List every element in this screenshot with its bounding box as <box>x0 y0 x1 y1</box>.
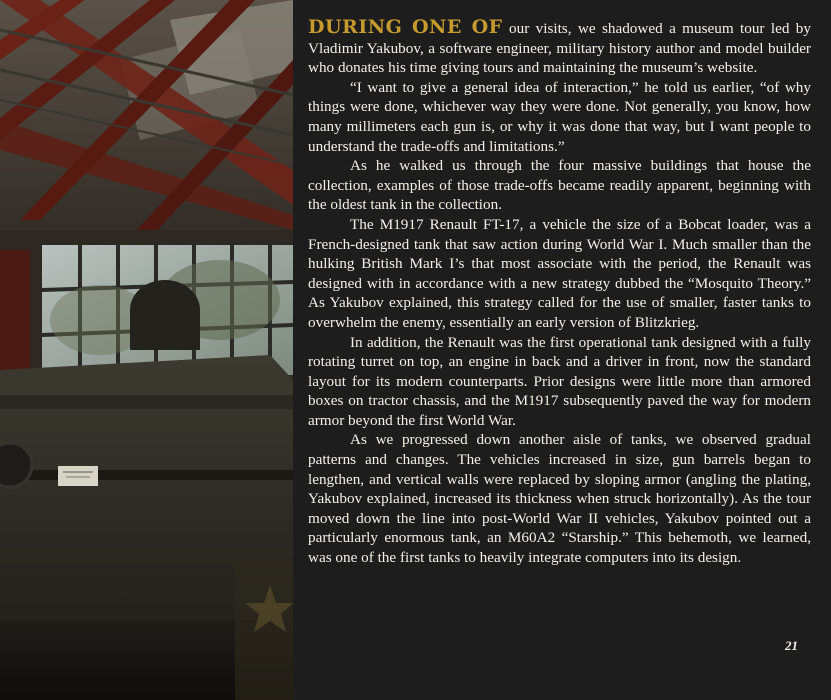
paragraph-6: As we progressed down another aisle of tanks, we observed gradual patterns and changes. The vehicles increased in size, gun barrels began to lengthen, and vertical walls were replaced by sloping armor (angling the plating, Yakubov explained, increased its thickness when struck horizontally). As the tour moved down the line into post-World War II vehicles, Yakubov pointed out a particularly enormous tank, an M60A2 “Starship.” This behemoth, we learned, was one of the first tanks to heavily integrate computers into its design. <box>308 431 811 567</box>
paragraph-4: The M1917 Renault FT-17, a vehicle the size of a Bobcat loader, was a French-designed tank that saw action during World War I. Much smaller than the hulking British Mark I’s that most associate with the period, the Renault was designed with in accordance with a new strategy dubbed the “Mosquito Theory.” As Yakubov explained, this strategy called for the use of smaller, faster tanks to overwhelm the enemy, essentially an early version of Blitzkrieg. <box>308 215 811 331</box>
page-number: 21 <box>785 638 798 653</box>
article-text <box>293 0 831 700</box>
paragraph-1-text: our visits, we shadowed a museum tour led by Vladimir Yakubov, a software engineer, military history author and model builder who donates his time giving tours and maintaining the museum’s website. <box>308 20 811 77</box>
lead-in-heading: DURING ONE OF <box>308 16 503 38</box>
paragraph-3: As he walked us through the four massive buildings that house the collection, examples of those trade-offs became readily apparent, beginning with the oldest tank in the collection. <box>308 157 811 214</box>
paragraph-2: “I want to give a general idea of interaction,” he told us earlier, “of why things were done, whichever way they were done. Not generally, you know, how many millimeters each gun is, or why it was done that way, but I want people to understand the trade-offs and limitations.” <box>308 78 811 155</box>
paragraph-1 <box>308 18 811 78</box>
paragraph-5: In addition, the Renault was the first operational tank designed with a fully rotating turret on top, an engine in back and a driver in front, now the standard layout for its modern counterparts. Prior designs were little more than armored boxes on tractor chassis, and the M1917 subsequently paved the way for modern armor beyond the first World War. <box>308 333 811 429</box>
museum-tank-photo <box>0 0 293 700</box>
